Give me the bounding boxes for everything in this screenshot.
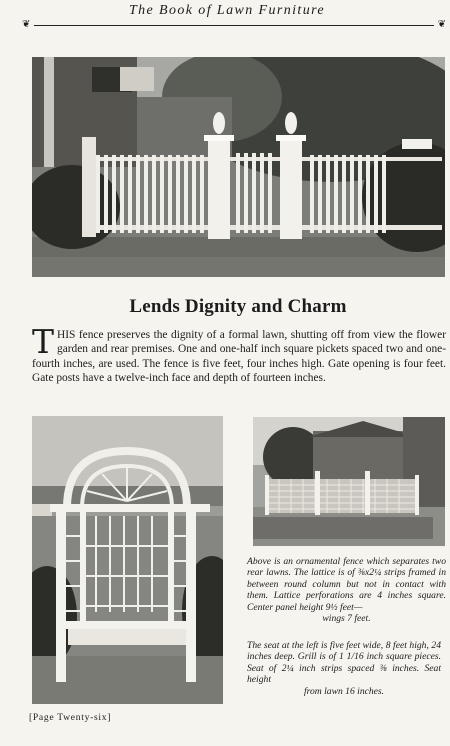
header-rule bbox=[22, 19, 446, 30]
page-number: [Page Twenty-six] bbox=[29, 712, 112, 723]
running-header: The Book of Lawn Furniture bbox=[128, 3, 326, 18]
lattice-fence-caption-main: Above is an ornamental fence which separates two rear lawns. The lattice is of ⅜x2¼ strips framed in between round column but not in contact with them. Lattice perforations are 4 inches square. Center panel height 9½ feet— bbox=[247, 556, 446, 613]
article-body bbox=[32, 322, 446, 385]
ornament-right-icon: ❦ bbox=[437, 19, 446, 30]
arbor-seat-caption bbox=[247, 640, 441, 697]
arbor-seat-caption-main: The seat at the left is five feet wide, 8 feet high, 24 inches deep. Grill is of 1 1/16 inch square pieces. Seat of 2¼ inch strips spaced ⅜ inches. Seat height bbox=[247, 640, 441, 686]
article-body-text: HIS fence preserves the dignity of a formal lawn, shutting off from view the flower garden and rear premises. One and one-half inch square pickets spaced two and one-fourth inches, are used. The fence is five feet, four inches high. Gate opening is four feet. Gate posts have a twelve-inch face and depth of fourteen inches. bbox=[32, 329, 446, 384]
arbor-seat-photo bbox=[32, 416, 223, 704]
lattice-fence-caption-tail: wings 7 feet. bbox=[322, 613, 371, 625]
ornament-left-icon: ❦ bbox=[22, 19, 31, 30]
arbor-seat-caption-tail: from lawn 16 inches. bbox=[303, 685, 385, 697]
drop-cap: T bbox=[32, 322, 55, 361]
lattice-fence-caption bbox=[247, 556, 446, 624]
lattice-fence-photo bbox=[253, 417, 445, 546]
fence-photo bbox=[32, 57, 445, 277]
article-title: Lends Dignity and Charm bbox=[129, 296, 347, 317]
